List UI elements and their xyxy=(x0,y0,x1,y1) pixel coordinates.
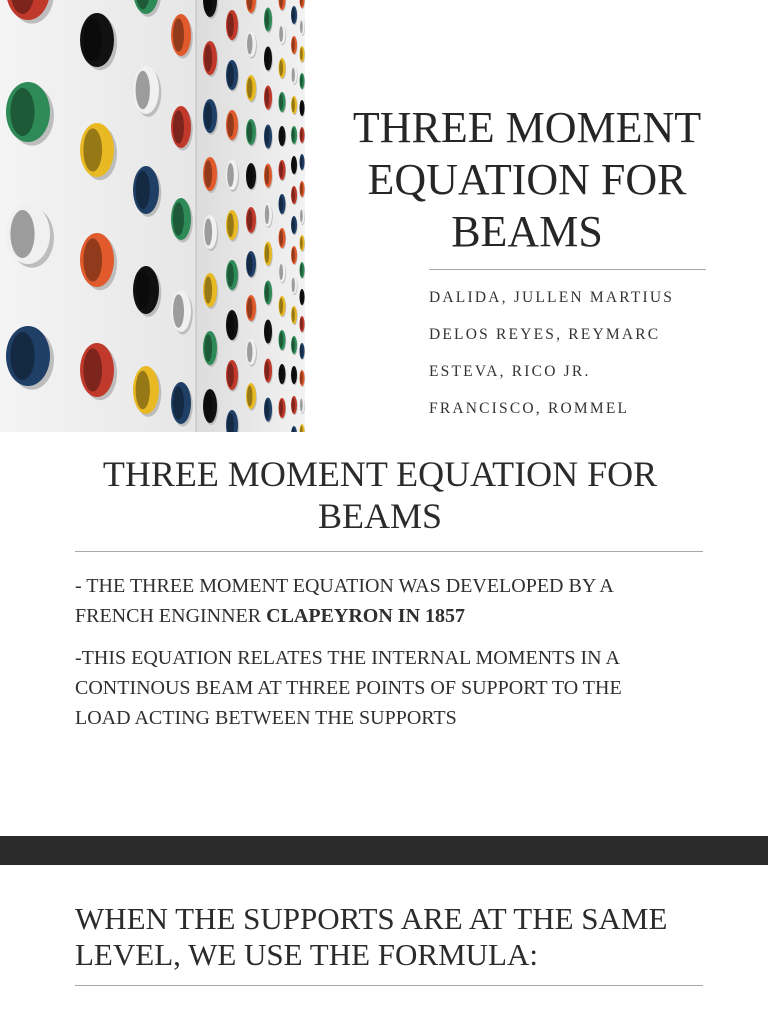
hole-depth xyxy=(136,71,150,109)
hole-depth xyxy=(265,166,269,185)
hole-depth xyxy=(265,283,269,302)
hole-depth xyxy=(83,348,102,391)
hole-depth xyxy=(227,263,234,287)
heading-divider xyxy=(75,985,703,986)
bullet-text: LOAD ACTING BETWEEN THE SUPPORTS xyxy=(75,707,457,729)
bullet-text: -THIS EQUATION RELATES THE INTERNAL MOMENTS IN A xyxy=(75,647,620,669)
hole-depth xyxy=(83,18,102,61)
formula-slide xyxy=(0,865,768,1024)
hole-depth xyxy=(292,158,295,172)
bullet-text: - THE THREE MOMENT EQUATION WAS DEVELOPED BY A xyxy=(75,575,614,597)
hole-depth xyxy=(292,38,295,52)
hole-depth xyxy=(300,264,303,277)
hole-depth xyxy=(173,110,184,144)
hole-depth xyxy=(247,342,253,363)
bullet-item xyxy=(75,643,715,733)
hole-depth xyxy=(247,386,253,407)
content-slide-heading xyxy=(60,453,700,537)
hole-depth xyxy=(292,218,295,232)
hole-depth xyxy=(292,98,295,112)
hole-depth xyxy=(173,294,184,328)
hole-depth xyxy=(265,10,269,29)
hole-depth xyxy=(279,264,283,280)
hole-depth xyxy=(136,171,150,209)
hole-depth xyxy=(300,399,303,412)
hole-depth xyxy=(292,8,295,22)
title-line: EQUATION FOR xyxy=(367,155,687,204)
hole-depth xyxy=(279,332,283,348)
hole-depth xyxy=(204,160,212,187)
hole-depth xyxy=(173,202,184,236)
hole-depth xyxy=(247,166,253,187)
hole-depth xyxy=(10,332,34,380)
heading-line: LEVEL, WE USE THE FORMULA: xyxy=(75,937,538,972)
hole-depth xyxy=(292,128,295,142)
bullet-emphasis: CLAPEYRON IN 1857 xyxy=(266,605,466,627)
formula-slide-heading xyxy=(75,901,715,973)
hole-depth xyxy=(247,34,253,55)
hole-depth xyxy=(300,372,303,385)
hole-depth xyxy=(292,398,295,412)
perforated-wall-image xyxy=(0,0,305,432)
hole-depth xyxy=(83,238,102,281)
hole-depth xyxy=(300,318,303,331)
hole-depth xyxy=(300,48,303,61)
hole-depth xyxy=(279,298,283,314)
hole-depth xyxy=(204,218,212,245)
hole-depth xyxy=(279,162,283,178)
hole-depth xyxy=(279,128,283,144)
hole-depth xyxy=(136,371,150,409)
hole-depth xyxy=(300,291,303,304)
hole-depth xyxy=(227,163,234,187)
hole-depth xyxy=(292,338,295,352)
hole-depth xyxy=(265,88,269,107)
hole-depth xyxy=(204,44,212,71)
title-slide xyxy=(0,0,768,432)
hole-depth xyxy=(265,400,269,419)
hole-depth xyxy=(292,68,295,82)
hole-depth xyxy=(227,63,234,87)
hole-depth xyxy=(265,127,269,146)
hole-depth xyxy=(204,276,212,303)
hole-depth xyxy=(247,78,253,99)
hole-depth xyxy=(204,102,212,129)
hole-depth xyxy=(10,210,34,258)
hole-depth xyxy=(279,230,283,246)
heading-line: WHEN THE SUPPORTS ARE AT THE SAME xyxy=(75,901,668,936)
bullet-item xyxy=(75,571,715,631)
hole-depth xyxy=(247,210,253,231)
hole-depth xyxy=(292,248,295,262)
perforated-wall-photo xyxy=(0,0,305,432)
hole-depth xyxy=(265,322,269,341)
hole-depth xyxy=(10,88,34,136)
hole-depth xyxy=(83,128,102,171)
hole-depth xyxy=(279,94,283,110)
hole-depth xyxy=(265,361,269,380)
title-line: BEAMS xyxy=(451,207,603,256)
hole-depth xyxy=(292,368,295,382)
hole-depth xyxy=(300,21,303,34)
author-name: DELOS REYES, REYMARC xyxy=(429,326,661,343)
author-name: ESTEVA, RICO JR. xyxy=(429,363,591,380)
hole-depth xyxy=(300,102,303,115)
bullet-list xyxy=(75,571,715,745)
hole-depth xyxy=(279,60,283,76)
bullet-text: CONTINOUS BEAM AT THREE POINTS OF SUPPORT TO THE xyxy=(75,677,622,699)
author-list xyxy=(429,288,674,436)
hole-depth xyxy=(292,278,295,292)
hole-depth xyxy=(300,156,303,169)
heading-divider xyxy=(75,551,703,552)
bullet-text: FRENCH ENGINNER xyxy=(75,605,267,627)
hole-depth xyxy=(247,298,253,319)
heading-line: BEAMS xyxy=(317,496,443,536)
content-slide xyxy=(0,432,768,836)
hole-depth xyxy=(292,188,295,202)
hole-depth xyxy=(279,196,283,212)
hole-depth xyxy=(227,363,234,387)
hole-depth xyxy=(227,213,234,237)
hole-depth xyxy=(227,13,234,37)
title-slide-heading xyxy=(322,102,732,258)
title-line: THREE MOMENT xyxy=(352,103,702,152)
hole-depth xyxy=(247,122,253,143)
hole-depth xyxy=(247,254,253,275)
hole-depth xyxy=(265,49,269,68)
hole-depth xyxy=(265,244,269,263)
hole-depth xyxy=(300,345,303,358)
hole-depth xyxy=(300,210,303,223)
hole-depth xyxy=(173,18,184,52)
hole-depth xyxy=(300,75,303,88)
hole-depth xyxy=(279,366,283,382)
slide-divider-band xyxy=(0,836,768,865)
hole-depth xyxy=(300,183,303,196)
author-name: DALIDA, JULLEN MARTIUS xyxy=(429,289,675,306)
hole-depth xyxy=(300,129,303,142)
hole-depth xyxy=(292,308,295,322)
hole-depth xyxy=(204,334,212,361)
hole-depth xyxy=(136,271,150,309)
hole-depth xyxy=(279,26,283,42)
hole-depth xyxy=(204,392,212,419)
hole-depth xyxy=(173,386,184,420)
hole-depth xyxy=(279,400,283,416)
hole-depth xyxy=(265,205,269,224)
author-name: FRANCISCO, ROMMEL xyxy=(429,400,630,417)
hole-depth xyxy=(227,313,234,337)
hole-depth xyxy=(300,237,303,250)
heading-line: THREE MOMENT EQUATION FOR xyxy=(102,454,658,494)
hole-depth xyxy=(227,113,234,137)
title-divider xyxy=(429,269,706,270)
